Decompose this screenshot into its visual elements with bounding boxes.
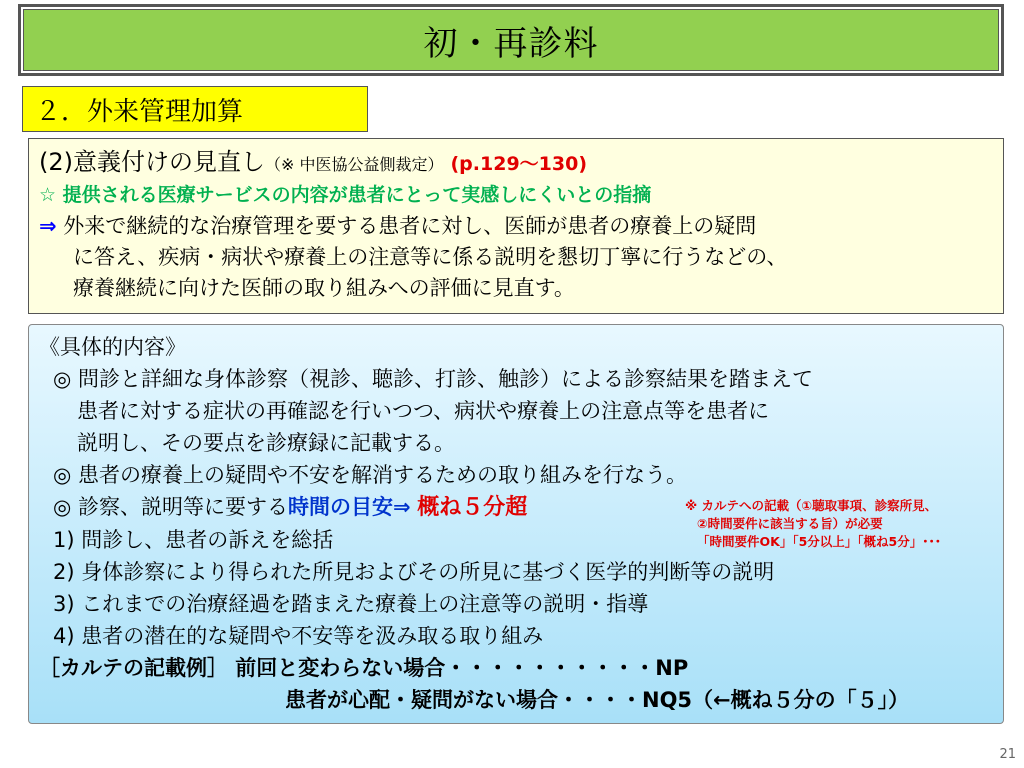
note-line-1: ※ カルテへの記載（①聴取事項、診察所見、 bbox=[685, 498, 938, 513]
sub-item-2: 2) 身体診察により得られた所見およびその所見に基づく医学的判断等の説明 bbox=[53, 560, 775, 584]
details-box bbox=[28, 324, 1004, 724]
chart-example-1: ［カルテの記載例］ 前回と変わらない場合・・・・・・・・・・NP bbox=[39, 656, 689, 680]
section-label: ２．外来管理加算 bbox=[22, 86, 368, 132]
page-number: 21 bbox=[999, 747, 1016, 762]
chart-record-note bbox=[685, 497, 941, 551]
note-line-3: 「時間要件OK」「5分以上」「概ね5分」･･･ bbox=[697, 534, 941, 549]
sub-item-3: 3) これまでの治療経過を踏まえた療養上の注意等の説明・指導 bbox=[53, 592, 649, 616]
revision-heading-note: （※ 中医協公益側裁定） bbox=[265, 155, 444, 174]
detail-item-3-prefix: ◎ 診察、説明等に要する bbox=[53, 495, 288, 519]
page-reference: (p.129～130) bbox=[450, 153, 588, 175]
arrow-point-text-1: 外来で継続的な治療管理を要する患者に対し、医師が患者の療養上の疑問 bbox=[63, 214, 757, 238]
detail-item-1-line-3: 説明し、その要点を診療録に記載する。 bbox=[77, 431, 455, 455]
detail-item-1-line-1: ◎ 問診と詳細な身体診察（視診、聴診、打診、触診）による診察結果を踏まえて bbox=[53, 367, 813, 391]
revision-summary-box bbox=[28, 138, 1004, 314]
revision-heading-main: (2)意義付けの見直し bbox=[39, 148, 265, 176]
details-heading: 《具体的内容》 bbox=[39, 335, 186, 359]
time-guideline-value: 概ね５分超 bbox=[417, 495, 528, 520]
right-arrow-icon: ⇒ bbox=[393, 495, 411, 519]
arrow-point-line-3: 療養継続に向けた医師の取り組みへの評価に見直す。 bbox=[73, 276, 575, 300]
slide-title: 初・再診料 bbox=[423, 23, 599, 64]
arrow-point-line-2: に答え、疾病・病状や療養上の注意等に係る説明を懇切丁寧に行うなどの、 bbox=[73, 245, 788, 269]
sub-item-4: 4) 患者の潜在的な疑問や不安等を汲み取る取り組み bbox=[53, 624, 544, 648]
right-arrow-icon: ⇒ bbox=[39, 214, 57, 238]
chart-example-2: 患者が心配・疑問がない場合・・・・NQ5（←概ね５分の「５」） bbox=[285, 688, 910, 712]
detail-item-1-line-2: 患者に対する症状の再確認を行いつつ、病状や療養上の注意点等を患者に bbox=[77, 399, 770, 423]
revision-heading bbox=[39, 147, 993, 180]
sub-item-1: 1) 問診し、患者の訴えを総括 bbox=[53, 528, 334, 552]
slide-title-bar bbox=[18, 4, 1004, 76]
star-point: ☆ 提供される医療サービスの内容が患者にとって実感しにくいとの指摘 bbox=[39, 184, 652, 206]
arrow-point-line-1 bbox=[39, 211, 993, 242]
note-line-2: ②時間要件に該当する旨）が必要 bbox=[697, 516, 883, 531]
time-guideline-label: 時間の目安 bbox=[288, 495, 393, 519]
detail-item-2: ◎ 患者の療養上の疑問や不安を解消するための取り組みを行なう。 bbox=[53, 463, 687, 487]
